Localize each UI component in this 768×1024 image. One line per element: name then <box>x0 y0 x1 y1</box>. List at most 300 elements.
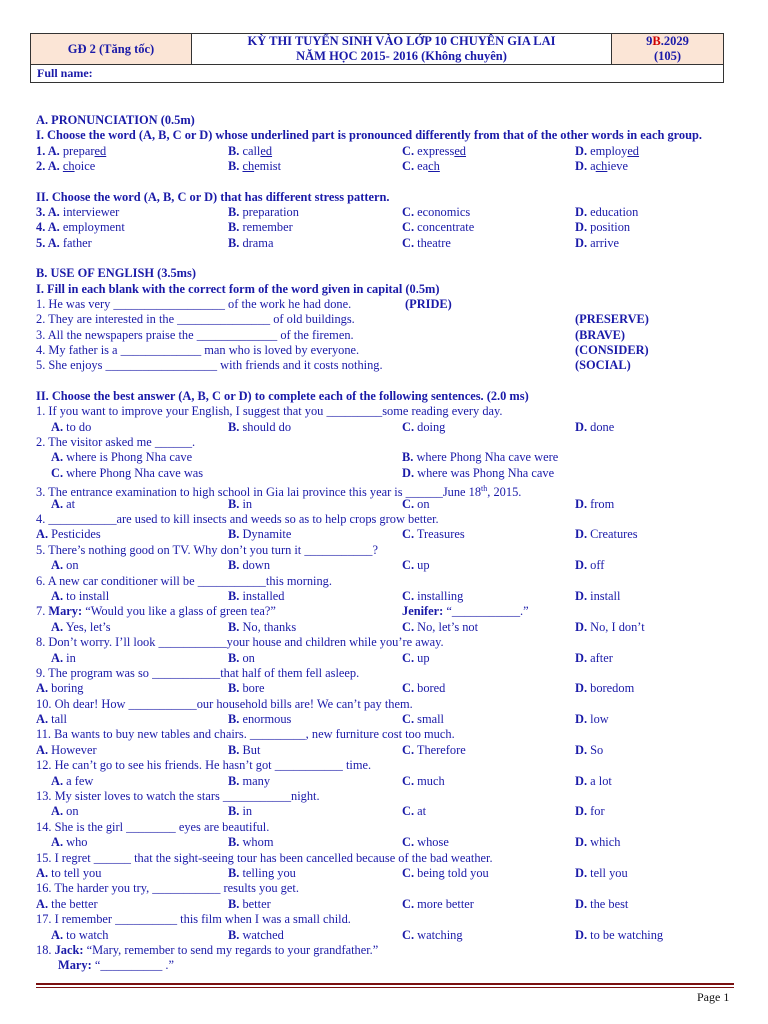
section-b-title: B. USE OF ENGLISH (3.5ms) <box>36 266 196 281</box>
option-text: boredom <box>590 681 635 696</box>
code-part-c: .2029 <box>660 34 689 48</box>
option-letter: B. <box>228 588 240 603</box>
option-letter: 4. A. <box>36 220 60 235</box>
option-text-start: call <box>239 143 261 158</box>
option-b[interactable] <box>228 681 265 696</box>
question-text: 17. I remember __________ this film when I was a small child. <box>36 912 351 927</box>
option-b[interactable] <box>228 527 291 542</box>
option-b[interactable] <box>228 835 273 850</box>
option-letter: B. <box>228 496 240 511</box>
full-name-field[interactable]: Full name: <box>31 65 724 83</box>
question-text: 14. She is the girl ________ eyes are beautiful. <box>36 819 270 834</box>
underlined-part: ch <box>595 159 608 174</box>
option-text: boring <box>51 681 84 696</box>
option-text: So <box>590 742 604 757</box>
option-a[interactable] <box>51 589 109 604</box>
answer-blank[interactable]: “___________.” <box>443 604 529 619</box>
option-c[interactable] <box>402 866 489 881</box>
option[interactable]: D. where was Phong Nha cave <box>402 465 555 480</box>
option-d[interactable] <box>575 681 634 696</box>
option-d[interactable] <box>575 159 628 174</box>
option-c[interactable] <box>402 205 470 220</box>
underlined-part: ch <box>428 159 440 174</box>
option-d[interactable] <box>575 743 603 758</box>
option-text: interviewer <box>62 204 120 219</box>
option-text: economics <box>417 204 471 219</box>
question-text: 15. I regret ______ that the sight-seeing tour has been cancelled because of the bad weather. <box>36 850 493 865</box>
question-text: 6. A new car conditioner will be ___________this morning. <box>36 573 332 588</box>
options-row <box>36 774 732 789</box>
option-b[interactable] <box>228 159 281 174</box>
option-text: position <box>590 220 631 235</box>
options-row <box>36 497 732 512</box>
option-d[interactable] <box>575 420 614 435</box>
option-d[interactable] <box>575 589 620 604</box>
option-a[interactable] <box>51 651 76 666</box>
option-text: up <box>417 558 430 573</box>
option-text: watching <box>417 927 463 942</box>
question-text: 8. Don’t worry. I’ll look ___________your house and children while you’re away. <box>36 635 444 650</box>
option-d[interactable] <box>575 558 604 573</box>
option-d[interactable] <box>575 897 628 912</box>
option-b[interactable] <box>228 236 273 251</box>
option-letter: D. <box>575 865 588 880</box>
section-a-instruction-2: II. Choose the word (A, B, C or D) that has different stress pattern. <box>36 189 390 204</box>
option-letter: C. <box>402 896 415 911</box>
option-text: installed <box>242 588 285 603</box>
option-a[interactable] <box>36 236 92 251</box>
option-letter: D. <box>575 235 588 250</box>
option-text: drama <box>242 235 274 250</box>
word-form-keyword: (CONSIDER) <box>575 343 649 358</box>
question-text: 1. If you want to improve your English, I suggest that you _________some reading every day. <box>36 404 503 419</box>
option-text: education <box>590 204 639 219</box>
option-b[interactable] <box>228 743 260 758</box>
option-letter: D. <box>575 804 588 819</box>
word-form-sentence[interactable]: 4. My father is a _____________ man who is loved by everyone. <box>36 343 360 358</box>
option-letter: B. <box>228 527 240 542</box>
option-text: enormous <box>242 712 292 727</box>
question-text: 7. Mary: “Would you like a glass of green tea?” Jenifer: “___________.” <box>36 604 529 619</box>
option-letter: C. <box>402 742 415 757</box>
speaker-label: Mary: <box>48 604 83 619</box>
exam-title-line1: KỲ THI TUYỂN SINH VÀO LỚP 10 CHUYÊN GIA LAI <box>247 34 556 48</box>
word-form-item <box>36 343 732 358</box>
option-c[interactable] <box>402 712 444 727</box>
option-letter: B. <box>228 835 240 850</box>
option-d[interactable] <box>575 712 609 727</box>
question-4 <box>36 220 732 235</box>
question-18: 18. Jack: “Mary, remember to send my regards to your grandfather.” Mary: “__________ .” <box>36 942 379 973</box>
multiple-choice-list <box>36 404 732 943</box>
answer-blank[interactable]: “__________ .” <box>91 958 174 973</box>
options-row <box>36 897 732 912</box>
option-text-end: ieve <box>607 159 628 174</box>
option-letter: D. <box>575 558 588 573</box>
option-text: But <box>242 742 261 757</box>
option-letter: D. <box>575 896 588 911</box>
option-letter: B. <box>228 220 240 235</box>
option-b[interactable] <box>228 558 270 573</box>
option-a[interactable] <box>51 420 91 435</box>
option-letter: C. <box>402 159 415 174</box>
option-text-start: express <box>414 143 455 158</box>
option-c[interactable] <box>402 220 474 235</box>
option-letter: A. <box>51 650 64 665</box>
option-text: to be watching <box>590 927 664 942</box>
question-text: 12. He can’t go to see his friends. He hasn’t got ___________ time. <box>36 758 372 773</box>
question-1 <box>36 144 732 159</box>
option-b[interactable] <box>228 866 296 881</box>
option-text: whom <box>242 835 274 850</box>
options-row <box>36 712 732 727</box>
option-letter: 5. A. <box>36 235 60 250</box>
option-a[interactable] <box>36 681 84 696</box>
option-text: bored <box>417 681 446 696</box>
option-letter: C. <box>402 804 415 819</box>
option-d[interactable] <box>575 866 628 881</box>
question-text: 4. ___________are used to kill insects and weeds so as to help crops grow better. <box>36 512 439 526</box>
options-row <box>36 743 732 758</box>
option-c[interactable] <box>402 589 463 604</box>
option-text: Creatures <box>590 527 638 542</box>
option-letter: C. <box>402 865 415 880</box>
options-row <box>36 420 732 435</box>
option-text: low <box>590 712 609 727</box>
option-text: tell you <box>590 865 628 880</box>
option-letter: D. <box>575 159 588 174</box>
option-text: preparation <box>242 204 299 219</box>
option-letter: A. <box>51 773 64 788</box>
option-text: bore <box>242 681 265 696</box>
option-text-start: employ <box>587 143 628 158</box>
option-text: done <box>590 419 615 434</box>
option-text: on <box>417 496 430 511</box>
option-text: Therefore <box>416 742 466 757</box>
option-letter: B. <box>228 896 240 911</box>
option-d[interactable] <box>575 774 612 789</box>
option-a[interactable] <box>51 804 79 819</box>
option-c[interactable] <box>402 420 445 435</box>
option-letter: C. <box>402 619 415 634</box>
option[interactable]: C. where Phong Nha cave was <box>51 465 204 480</box>
option-letter: C. <box>402 927 415 942</box>
word-form-keyword: (PRESERVE) <box>575 312 649 327</box>
option-a[interactable] <box>36 205 119 220</box>
option-letter: D. <box>575 927 588 942</box>
exam-title <box>192 34 612 65</box>
option-text-end: oice <box>74 159 96 174</box>
option-c[interactable] <box>402 897 474 912</box>
option-letter: A. <box>36 527 49 542</box>
option-text: many <box>242 773 271 788</box>
option-letter: B. <box>228 143 240 158</box>
footer-rule-thin <box>36 987 734 988</box>
option-letter: C. <box>402 235 415 250</box>
option-a[interactable] <box>51 928 108 943</box>
option-letter: A. <box>51 419 64 434</box>
option-c[interactable] <box>402 236 451 251</box>
option-c[interactable] <box>402 558 430 573</box>
option-d[interactable] <box>575 651 613 666</box>
option-text: concentrate <box>417 220 475 235</box>
option-letter: D. <box>575 527 588 542</box>
option-letter: C. <box>402 419 415 434</box>
option-letter: D. <box>575 773 588 788</box>
exam-title-line2: NĂM HỌC 2015- 2016 (Không chuyên) <box>296 49 507 63</box>
option-text: better <box>242 896 271 911</box>
option-letter: 3. A. <box>36 204 60 219</box>
option-c[interactable] <box>402 651 430 666</box>
underlined-part: ed <box>94 143 107 158</box>
option-text: However <box>51 742 97 757</box>
option-letter: B. <box>228 619 240 634</box>
option-letter: D. <box>575 220 588 235</box>
option-letter: A. <box>36 865 49 880</box>
option-text-end: emist <box>254 159 282 174</box>
option-c[interactable] <box>402 835 449 850</box>
option-b[interactable] <box>228 651 255 666</box>
option-text: arrive <box>590 235 620 250</box>
option[interactable]: B. where Phong Nha cave were <box>402 450 559 465</box>
page-number: Page 1 <box>697 990 730 1004</box>
option-c[interactable] <box>402 527 465 542</box>
options-row <box>36 558 732 573</box>
option-letter: B. <box>228 927 240 942</box>
option-d[interactable] <box>575 144 639 159</box>
option-text: to watch <box>66 927 109 942</box>
word-form-item <box>36 328 732 343</box>
option-letter: D. <box>575 143 588 158</box>
option-text: Treasures <box>416 527 465 542</box>
option-text: who <box>66 835 88 850</box>
footer-rule-thick <box>36 983 734 985</box>
option-text: which <box>590 835 621 850</box>
option-letter: B. <box>228 159 240 174</box>
option-text: theatre <box>417 235 451 250</box>
option-a[interactable] <box>36 527 101 542</box>
option-text-start: prepar <box>59 143 95 158</box>
option-text: off <box>590 558 605 573</box>
option-c[interactable] <box>402 928 463 943</box>
option-letter: D. <box>575 619 588 634</box>
option-letter: B. <box>228 773 240 788</box>
option-a[interactable] <box>51 558 79 573</box>
option-b[interactable] <box>228 620 296 635</box>
option-letter: A. <box>51 588 64 603</box>
option-text: No, thanks <box>242 619 297 634</box>
option-a[interactable] <box>36 159 95 174</box>
option-b[interactable] <box>228 220 293 235</box>
option-text: Yes, let’s <box>65 619 111 634</box>
option-letter: D. <box>575 742 588 757</box>
options-row <box>36 651 732 666</box>
option-b[interactable] <box>228 712 291 727</box>
option-c[interactable] <box>402 620 478 635</box>
option-text: for <box>590 804 605 819</box>
option-text: installing <box>417 588 464 603</box>
option-text: a few <box>66 773 94 788</box>
option-text: remember <box>242 220 293 235</box>
option-letter: D. <box>575 496 588 511</box>
speaker-label: Jenifer: <box>402 604 444 619</box>
option-text: on <box>242 650 255 665</box>
option-letter: A. <box>51 835 64 850</box>
option-c[interactable] <box>402 144 466 159</box>
options-row <box>36 620 732 635</box>
option-letter: D. <box>575 588 588 603</box>
word-form-item <box>36 297 732 312</box>
word-form-sentence[interactable]: 3. All the newspapers praise the _____________ of the firemen. <box>36 327 354 342</box>
option-letter: C. <box>402 558 415 573</box>
option-c[interactable] <box>402 159 440 174</box>
option-c[interactable] <box>402 681 445 696</box>
question-5 <box>36 236 732 251</box>
header-table <box>30 33 724 83</box>
option-letter: B. <box>228 742 240 757</box>
question-text: 11. Ba wants to buy new tables and chairs. _________, new furniture cost too much. <box>36 727 455 742</box>
options-row <box>36 589 732 604</box>
option-d[interactable] <box>575 497 614 512</box>
option-d[interactable] <box>575 928 663 943</box>
option-letter: B. <box>228 419 240 434</box>
option-text: down <box>242 558 271 573</box>
option-d[interactable] <box>575 804 605 819</box>
question-text: 16. The harder you try, ___________ results you get. <box>36 881 299 896</box>
option-letter: C. <box>402 588 415 603</box>
option-b[interactable] <box>228 144 272 159</box>
word-form-item <box>36 358 732 373</box>
option-text: much <box>417 773 445 788</box>
option-c[interactable] <box>402 497 430 512</box>
question-text: 9. The program was so ___________that half of them fell asleep. <box>36 665 360 680</box>
code-number: (105) <box>653 49 682 63</box>
option-text: to tell you <box>51 865 102 880</box>
option-text: being told you <box>417 865 489 880</box>
speaker-label: Jack: <box>54 942 84 957</box>
option-d[interactable] <box>575 220 630 235</box>
option-b[interactable] <box>228 897 271 912</box>
option-text: doing <box>417 419 446 434</box>
option-text: watched <box>242 927 284 942</box>
option-text-start: ea <box>414 159 429 174</box>
section-b-instruction-2: II. Choose the best answer (A, B, C or D) to complete each of the following sentences. (2.0 ms) <box>36 388 529 403</box>
option-b[interactable] <box>228 804 252 819</box>
options-row <box>36 928 732 943</box>
option-b[interactable] <box>228 928 284 943</box>
underlined-part: ch <box>242 159 255 174</box>
option-letter: C. <box>402 681 415 696</box>
section-a-instruction-1: I. Choose the word (A, B, C or D) whose underlined part is pronounced differently from that of the other words in each group. <box>36 128 703 143</box>
section-a-title: A. PRONUNCIATION (0.5m) <box>36 113 195 127</box>
question-text: 3. The entrance examination to high school in Gia lai province this year is ______June 18th, 2015. <box>36 484 522 500</box>
option-b[interactable] <box>228 589 284 604</box>
option-letter: B. <box>228 235 240 250</box>
option-text: No, I don’t <box>590 619 645 634</box>
underlined-part: ed <box>260 143 273 158</box>
option-letter: B. <box>228 865 240 880</box>
option-b[interactable] <box>228 205 299 220</box>
option-b[interactable] <box>228 497 252 512</box>
option-text: small <box>417 712 445 727</box>
option-letter: C. <box>402 496 415 511</box>
option-d[interactable] <box>575 620 645 635</box>
option-a[interactable] <box>36 220 125 235</box>
option-a[interactable] <box>51 774 93 789</box>
option-letter: A. <box>36 742 49 757</box>
word-form-sentence[interactable]: 5. She enjoys __________________ with friends and it costs nothing. <box>36 358 383 373</box>
word-form-sentence[interactable]: 2. They are interested in the _______________ of old buildings. <box>36 312 355 327</box>
option-d[interactable] <box>575 835 620 850</box>
question-3 <box>36 205 732 220</box>
option-b[interactable] <box>228 420 291 435</box>
option-letter: B. <box>228 681 240 696</box>
option-letter: C. <box>402 204 415 219</box>
option-letter: A. <box>51 804 64 819</box>
option-c[interactable] <box>402 743 466 758</box>
option-letter: B. <box>228 204 240 219</box>
option-a[interactable] <box>51 497 75 512</box>
option-letter: C. <box>402 712 415 727</box>
option-text: at <box>66 496 76 511</box>
options-row <box>36 681 732 696</box>
option-letter: D. <box>575 835 588 850</box>
word-form-list <box>36 297 732 374</box>
option-text: on <box>66 804 79 819</box>
header-level: GĐ 2 (Tăng tốc) <box>31 34 192 65</box>
speaker-label: Mary: <box>58 958 92 973</box>
option-text: tall <box>51 712 67 727</box>
option-text-start: a <box>587 159 596 174</box>
option-letter: D. <box>575 650 588 665</box>
option-a[interactable] <box>36 743 97 758</box>
option-text: to do <box>66 419 92 434</box>
question-text: 13. My sister loves to watch the stars ___________night. <box>36 789 320 804</box>
option-b[interactable] <box>228 774 270 789</box>
option-a[interactable] <box>36 866 101 881</box>
option[interactable]: A. where is Phong Nha cave <box>51 450 193 465</box>
option-letter: D. <box>575 681 588 696</box>
option-c[interactable] <box>402 804 426 819</box>
option-a[interactable] <box>51 835 88 850</box>
word-form-keyword: (BRAVE) <box>575 327 626 342</box>
option-text: No, let’s not <box>417 619 479 634</box>
option-text: install <box>590 588 621 603</box>
option-text: Pesticides <box>51 527 101 542</box>
options-row <box>36 466 732 481</box>
option-text: a lot <box>590 773 612 788</box>
option-a[interactable] <box>51 620 111 635</box>
option-d[interactable] <box>575 205 638 220</box>
options-row <box>36 866 732 881</box>
option-letter: D. <box>575 419 588 434</box>
option-d[interactable] <box>575 236 619 251</box>
option-a[interactable] <box>36 712 67 727</box>
option-c[interactable] <box>402 774 445 789</box>
option-text: employment <box>62 220 125 235</box>
word-form-sentence[interactable]: 1. He was very __________________ of the work he had done. <box>36 296 352 311</box>
option-text: in <box>242 496 253 511</box>
option-text: at <box>417 804 427 819</box>
option-letter: A. <box>36 896 49 911</box>
option-text: in <box>66 650 76 665</box>
option-text: father <box>62 235 92 250</box>
question-2 <box>36 159 732 174</box>
option-d[interactable] <box>575 527 638 542</box>
option-a[interactable] <box>36 897 98 912</box>
option-a[interactable] <box>36 144 106 159</box>
option-text: more better <box>417 896 474 911</box>
